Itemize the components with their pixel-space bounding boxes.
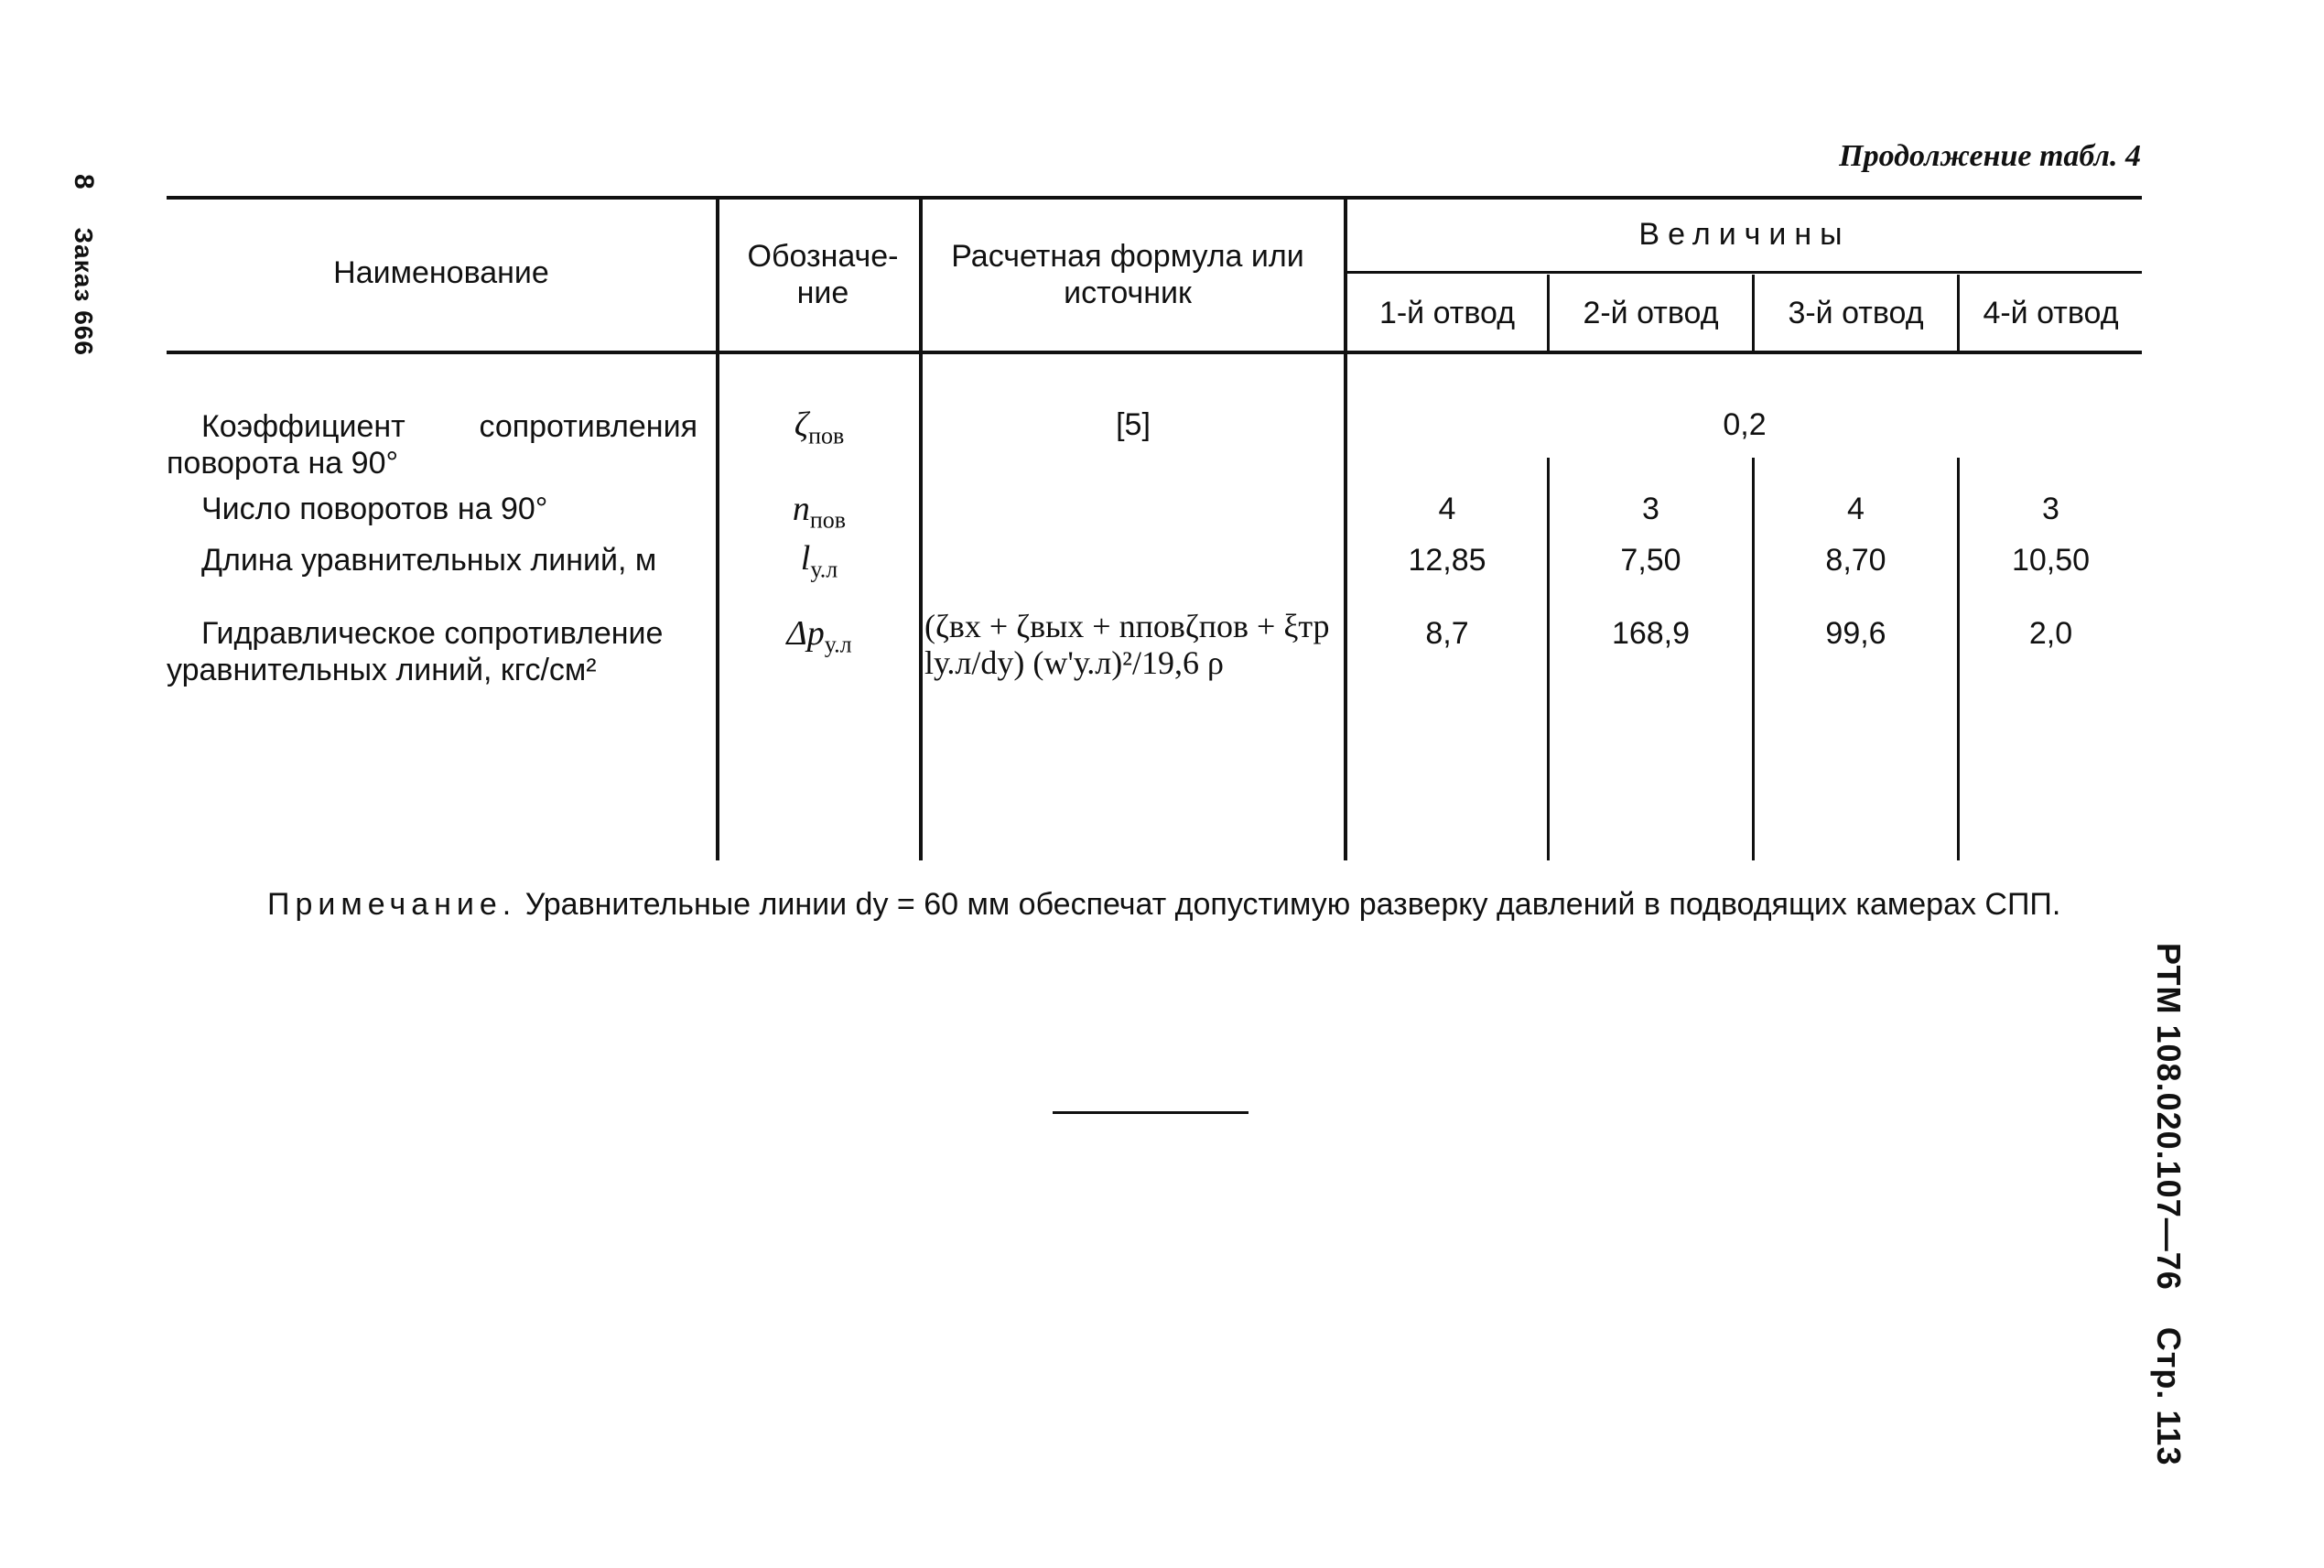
row-4-value-4: 2,0 bbox=[2028, 616, 2073, 651]
row-2-value-1: 4 bbox=[1438, 492, 1456, 526]
header-outlet-1: 1-й отвод bbox=[1378, 296, 1516, 330]
row-4-value-2: 168,9 bbox=[1611, 616, 1691, 651]
header-outlet-2: 2-й отвод bbox=[1583, 296, 1719, 330]
document-page: Стр. 113 bbox=[2150, 1326, 2188, 1466]
row-3-value-4: 10,50 bbox=[2011, 543, 2091, 578]
note-text: Уравнительные линии dу = 60 мм обеспечат допустимую разверку давлений в подводящих камерах СПП. bbox=[524, 887, 2061, 922]
header-formula: Расчетная формула или источник bbox=[951, 239, 1304, 310]
row-4-formula: (ζвх + ζвых + nповζпов + ξтр lу.л/dу) (w'у.л)²/19,6 ρ bbox=[924, 608, 1330, 681]
row-1-value-merged: 0,2 bbox=[1723, 407, 1767, 442]
end-rule bbox=[1053, 1111, 1248, 1114]
header-name: Наименование bbox=[333, 255, 549, 290]
left-margin-print bbox=[68, 174, 99, 356]
row-2-symbol: $n_{пов}$ bbox=[792, 490, 847, 534]
order-number: Заказ 666 bbox=[70, 227, 98, 356]
row-4-value-3: 99,6 bbox=[1825, 616, 1886, 651]
row-2-value-3: 4 bbox=[1847, 492, 1865, 526]
row-3-name: Длина уравнительных линий, м bbox=[201, 543, 657, 578]
row-4-symbol: $\Delta p_{у.л}$ bbox=[786, 614, 852, 658]
header-bottom-rule bbox=[167, 351, 2142, 354]
page-number: 8 bbox=[69, 174, 99, 190]
row-3-value-1: 12,85 bbox=[1408, 543, 1486, 578]
document-code: РТМ 108.020.107—76 bbox=[2150, 943, 2188, 1291]
row-1-formula: [5] bbox=[1116, 407, 1151, 442]
row-2-name: Число поворотов на 90° bbox=[201, 492, 548, 526]
row-3-value-2: 7,50 bbox=[1620, 543, 1681, 578]
row-3-value-3: 8,70 bbox=[1825, 543, 1886, 578]
row-2-value-2: 3 bbox=[1642, 492, 1659, 526]
table-4 bbox=[167, 192, 2142, 860]
header-symbol: Обозначе-ние bbox=[747, 239, 899, 310]
table-continuation-caption: Продолжение табл. 4 bbox=[1839, 139, 2141, 173]
values-group-rule bbox=[1344, 271, 2142, 274]
header-outlet-3: 3-й отвод bbox=[1788, 296, 1924, 330]
header-values-group: Величины bbox=[1638, 217, 1851, 252]
row-3-symbol: $l_{у.л}$ bbox=[800, 539, 838, 583]
note-label: Примечание. bbox=[267, 887, 517, 922]
row-4-value-1: 8,7 bbox=[1425, 616, 1469, 651]
row-2-value-4: 3 bbox=[2042, 492, 2059, 526]
header-outlet-4: 4-й отвод bbox=[1983, 296, 2119, 330]
table-top-rule bbox=[167, 196, 2142, 200]
row-1-symbol: $\zeta_{пов}$ bbox=[794, 406, 845, 449]
right-margin-print bbox=[2149, 943, 2188, 1465]
row-4-name: Гидравлическое сопротивление уравнительных линий, кгс/см² bbox=[167, 616, 664, 687]
col-rule bbox=[919, 200, 923, 860]
table-note bbox=[167, 884, 2142, 925]
row-1-name: Коэффициент сопротивления поворота на 90° bbox=[167, 409, 697, 481]
